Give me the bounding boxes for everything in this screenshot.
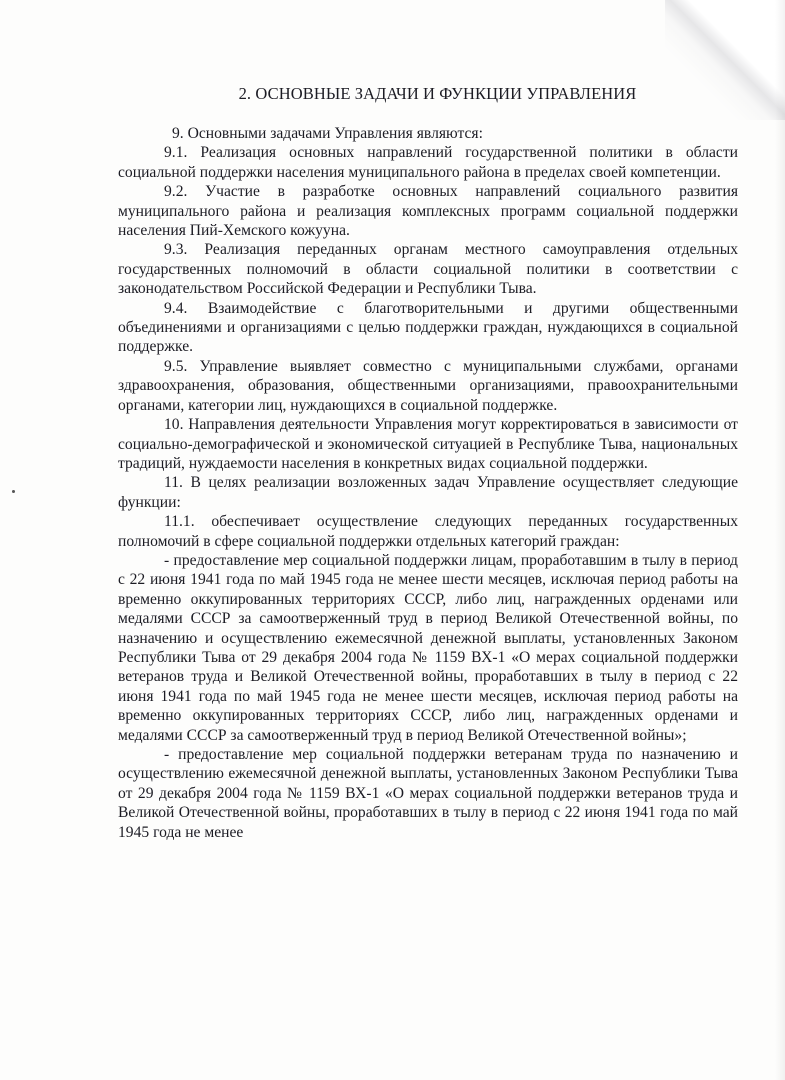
- paragraph-10: 10. Направления деятельности Управления могут корректироваться в зависимости от социально-демографической и экономической ситуацией в Республике Тыва, национальных традиций, нуждаемости населения в конкретных видах социальной поддержки.: [118, 416, 738, 472]
- paragraph-9-1: 9.1. Реализация основных направлений государственной политики в области социальной поддержки населения муниципального района в пределах своей компетенции.: [118, 144, 738, 181]
- paragraph-11-1: 11.1. обеспечивает осуществление следующих переданных государственных полномочий в сфере социальной поддержки отдельных категорий граждан:: [118, 513, 738, 550]
- paragraph-11: 11. В целях реализации возложенных задач Управление осуществляет следующие функции:: [118, 474, 738, 511]
- bullet-labour-veterans: - предоставление мер социальной поддержки ветеранам труда по назначению и осуществлению ежемесячной денежной выплаты, установленных Законом Республики Тыва от 29 декабря 2004 года № 1159 ВХ-1 «О мерах социальной поддержки ветеранов труда и Великой Отечественной войны, проработавших в тылу в период с 22 июня 1941 года по май 1945 года не менее: [118, 746, 738, 841]
- paragraph-9: 9. Основными задачами Управления являются:: [172, 125, 483, 142]
- page-edge-shadow: [775, 0, 785, 1080]
- paragraph-9-3: 9.3. Реализация переданных органам местного самоуправления отдельных государственных полномочий в области социальной политики в соответствии с законодательством Российской Федерации и Республики Тыва.: [118, 241, 738, 298]
- paragraph-9-5: 9.5. Управление выявляет совместно с муниципальными службами, органами здравоохранения, образования, общественными организациями, правоохранительными органами, категории лиц, нуждающихся в социальной поддержке.: [118, 357, 738, 414]
- section-heading: 2. ОСНОВНЫЕ ЗАДАЧИ И ФУНКЦИИ УПРАВЛЕНИЯ: [238, 84, 637, 103]
- scan-speck: [12, 490, 15, 493]
- bullet-home-front-workers: - предоставление мер социальной поддержки лицам, проработавшим в тылу в период с 22 июня 1941 года по май 1945 года не менее шести месяцев, исключая период работы на временно оккупированных территориях СССР, либо лиц, награжденных орденами или медалями СССР за самоотверженный труд в период Великой Отечественной войны, по назначению и осуществлению ежемесячной денежной выплаты, установленных Законом Республики Тыва от 29 декабря 2004 года № 1159 ВХ-1 «О мерах социальной поддержки ветеранов труда и Великой Отечественной войны, проработавших в тылу в период с 22 июня 1941 года по май 1945 года не менее шести месяцев, исключая период работы на временно оккупированных территориях СССР, либо лиц, награжденных орденами и медалями СССР за самоотверженный труд в период Великой Отечественной войны»;: [118, 551, 738, 744]
- paragraph-9-4: 9.4. Взаимодействие с благотворительными и другими общественными объединениями и организациями с целью поддержки граждан, нуждающихся в социальной поддержке.: [118, 299, 738, 356]
- document-body: [118, 124, 738, 842]
- paragraph-9-2: 9.2. Участие в разработке основных направлений социального развития муниципального района и реализация комплексных программ социальной поддержки населения Пий-Хемского кожууна.: [118, 183, 738, 240]
